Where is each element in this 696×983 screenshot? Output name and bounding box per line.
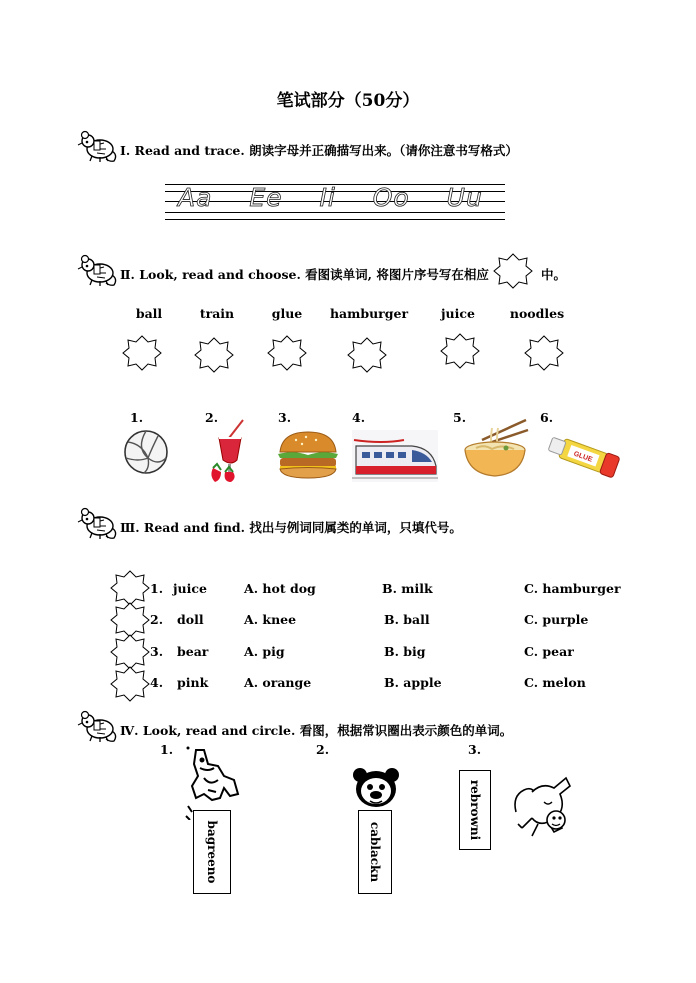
item-number: 2. xyxy=(316,742,330,757)
volleyball-icon xyxy=(122,428,170,476)
picture-number: 1. xyxy=(130,410,144,425)
option-c: C. hamburger xyxy=(524,581,621,596)
row-word: juice xyxy=(173,581,207,596)
noodles-icon xyxy=(462,418,530,480)
word-box-1 xyxy=(193,810,231,894)
section3-heading: Ⅲ. Read and find. 找出与例词同属类的单词，只填代号。 xyxy=(120,520,462,535)
letter-string[interactable]: rebrowni xyxy=(468,779,482,841)
item-number: 1. xyxy=(160,742,174,757)
answer-star-3[interactable] xyxy=(110,634,150,670)
picture-number: 4. xyxy=(352,410,366,425)
option-c: C. pear xyxy=(524,644,574,659)
option-a: A. pig xyxy=(244,644,285,659)
section1-heading: Ⅰ. Read and trace. 朗读字母并正确描写出来。（请你注意书写格式） xyxy=(120,143,518,158)
option-b: B. milk xyxy=(382,581,433,596)
juice-strawberry-icon xyxy=(205,416,255,484)
answer-star-2[interactable] xyxy=(110,602,150,638)
picture-number: 6. xyxy=(540,410,554,425)
option-a: A. orange xyxy=(244,675,312,690)
answer-star-juice[interactable] xyxy=(440,333,480,369)
row-number: 1. xyxy=(150,581,164,596)
answer-star-glue[interactable] xyxy=(267,335,307,371)
answer-star-4[interactable] xyxy=(110,666,150,702)
option-a: A. hot dog xyxy=(244,581,316,596)
answer-star-1[interactable] xyxy=(110,570,150,606)
section2-heading: Ⅱ. Look, read and choose. 看图读单词, 将图片序号写在相应 xyxy=(120,267,489,282)
mouse-icon xyxy=(76,709,118,743)
row-number: 3. xyxy=(150,644,164,659)
word-juice: juice xyxy=(441,306,475,321)
word-glue: glue xyxy=(271,306,303,321)
star-answer-box-icon xyxy=(493,253,533,289)
answer-star-noodles[interactable] xyxy=(524,335,564,371)
row-number: 2. xyxy=(150,612,164,627)
row-word: doll xyxy=(177,612,204,627)
option-b: B. big xyxy=(384,644,426,659)
section2-heading-end: 中。 xyxy=(541,267,567,282)
monkey-icon xyxy=(508,772,580,842)
picture-number: 3. xyxy=(278,410,292,425)
mouse-icon xyxy=(76,129,118,163)
option-b: B. apple xyxy=(384,675,442,690)
item-number: 3. xyxy=(468,742,482,757)
option-c: C. purple xyxy=(524,612,589,627)
mouse-icon xyxy=(76,506,118,540)
bear-face-icon xyxy=(350,765,402,809)
train-icon xyxy=(352,430,438,482)
mouse-icon xyxy=(76,253,118,287)
glue-label: GLUE xyxy=(572,450,594,464)
word-train: train xyxy=(199,306,235,321)
option-a: A. knee xyxy=(244,612,297,627)
word-noodles: noodles xyxy=(509,306,565,321)
word-ball: ball xyxy=(135,306,163,321)
trace-letters: Aa Ee Ii Oo Uu xyxy=(178,183,483,212)
picture-number: 5. xyxy=(453,410,467,425)
option-b: B. ball xyxy=(384,612,430,627)
hamburger-icon xyxy=(274,428,342,480)
section4-heading: Ⅳ. Look, read and circle. 看图，根据常识圈出表示颜色的单词。 xyxy=(120,723,513,738)
picture-number: 2. xyxy=(205,410,219,425)
page-title: 笔试部分（50分） xyxy=(276,91,420,111)
answer-star-hamburger[interactable] xyxy=(347,337,387,373)
answer-star-ball[interactable] xyxy=(122,335,162,371)
word-box-2 xyxy=(358,810,392,894)
word-hamburger: hamburger xyxy=(329,306,409,321)
letter-string[interactable]: cablackn xyxy=(368,821,382,883)
option-c: C. melon xyxy=(524,675,586,690)
glue-stick-icon xyxy=(546,432,622,482)
answer-star-train[interactable] xyxy=(194,337,234,373)
row-word: pink xyxy=(177,675,209,690)
letter-string[interactable]: bagreeno xyxy=(205,820,219,884)
row-word: bear xyxy=(177,644,209,659)
word-box-3 xyxy=(459,770,491,850)
frog-icon xyxy=(184,746,242,820)
row-number: 4. xyxy=(150,675,164,690)
